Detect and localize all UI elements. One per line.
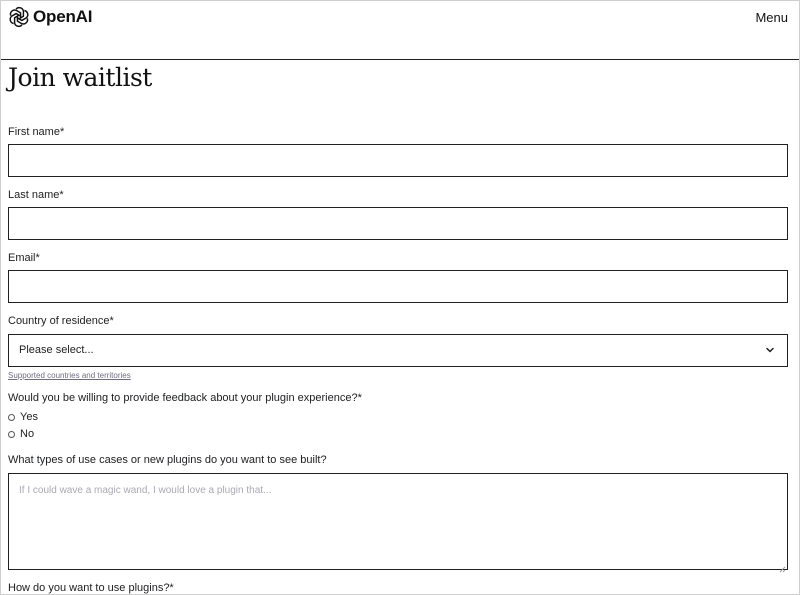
page-title: Join waitlist: [8, 63, 152, 92]
radio-yes-label: Yes: [20, 411, 38, 423]
radio-no[interactable]: [8, 431, 15, 438]
brand-name: OpenAI: [33, 7, 93, 26]
radio-yes[interactable]: [8, 414, 15, 421]
last-name-label: Last name*: [8, 189, 64, 201]
country-label: Country of residence*: [8, 315, 114, 327]
feedback-option-no[interactable]: [8, 428, 34, 440]
email-input[interactable]: [8, 270, 788, 303]
resize-handle-icon[interactable]: [778, 560, 786, 568]
how-use-label: How do you want to use plugins?*: [8, 582, 174, 594]
brand-logo[interactable]: [8, 6, 92, 28]
use-cases-placeholder: If I could wave a magic wand, I would love a plugin that...: [19, 485, 272, 496]
supported-countries-link[interactable]: Supported countries and territories: [8, 371, 131, 380]
feedback-label: Would you be willing to provide feedback about your plugin experience?*: [8, 392, 362, 404]
radio-no-label: No: [20, 428, 35, 440]
feedback-option-yes[interactable]: [8, 411, 38, 423]
menu-button[interactable]: Menu: [755, 10, 788, 25]
openai-logo-icon: [8, 6, 30, 28]
email-label: Email*: [8, 252, 40, 264]
first-name-label: First name*: [8, 126, 65, 138]
country-selected-value: Please select...: [19, 344, 94, 356]
country-select[interactable]: [8, 334, 788, 367]
use-cases-textarea[interactable]: [8, 473, 788, 570]
use-cases-label: What types of use cases or new plugins do you want to see built?: [8, 454, 327, 466]
site-header: [1, 1, 799, 60]
last-name-input[interactable]: [8, 207, 788, 240]
first-name-input[interactable]: [8, 144, 788, 177]
chevron-down-icon: [765, 345, 775, 355]
